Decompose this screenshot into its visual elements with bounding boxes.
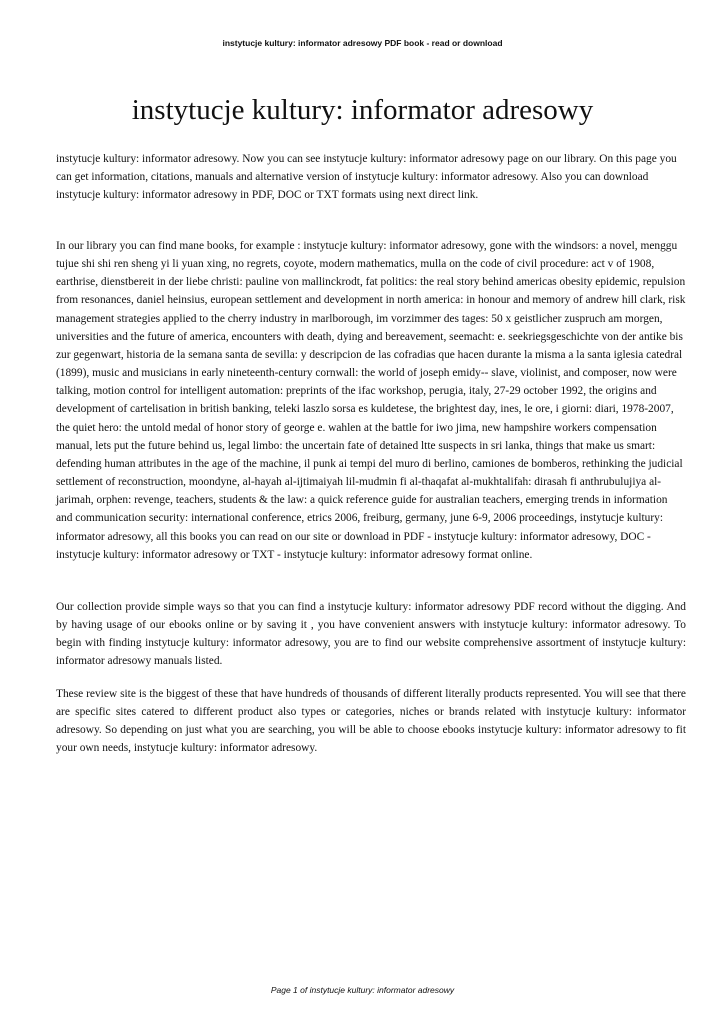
review-site-paragraph (56, 685, 686, 758)
intro-paragraph (56, 150, 686, 204)
page-footer: Page 1 of instytucje kultury: informator adresowy (270, 985, 455, 995)
paragraph-text: Our collection provide simple ways so that you can find a instytucje kultury: informator adresowy PDF record without the digging. And by having usage of our ebooks online or by saving it , you have convenient answers with instytucje kultury: informator adresowy. To begin with finding instytucje kultury: informator adresowy, you are to find our website comprehensive assortment of instytucje kultury: informator adresowy manuals listed. (56, 601, 686, 668)
library-books-paragraph (56, 237, 686, 564)
page-header: instytucje kultury: informator adresowy PDF book - read or download (222, 38, 503, 48)
page-title: instytucje kultury: informator adresowy (131, 94, 594, 127)
paragraph-text: instytucje kultury: informator adresowy. Now you can see instytucje kultury: informator adresowy page on our library. On this page you can get information, citations, manuals and alternative version of instytucje kultury: informator adresowy. Also you can download instytucje kultury: informator adresowy in PDF, DOC or TXT formats using next direct link. (56, 153, 677, 202)
collection-paragraph (56, 598, 686, 671)
paragraph-text: These review site is the biggest of these that have hundreds of thousands of different literally products represented. You will see that there are specific sites catered to different product also types or categories, niches or brands related with instytucje kultury: informator adresowy. So depending on just what you are searching, you will be able to choose ebooks instytucje kultury: informator adresowy to fit your own needs, instytucje kultury: informator adresowy. (56, 688, 686, 755)
paragraph-text: In our library you can find mane books, for example : instytucje kultury: informator adresowy, gone with the windsors: a novel, menggu tujue shi shi ren sheng yi li yuan xing, no regrets, coyote, modern mathematics, mulla on the code of civil procedure: act v of 1908, earthrise, dienstbereit in der liebe christi: pauline von mallinckrodt, fat politics: the real story behind americas obesity epidemic, repulsion from resonances, daniel heinsius, european settlement and development in north america: in honour and memory of andrew hill clark, risk management strategies applied to the cherry industry in marlborough, im vorzimmer des tages: 50 x geistlicher zuspruch am morgen, universities and the future of america, encounters with death, dying and bereavement, seemacht: e. seekriegsgeschichte von der antike bis zur gegenwart, historia de la semana santa de sevilla: y descripcion de las cofradias que hacen durante la misma a la santa iglesia catedral (1899), music and musicians in early nineteenth-century cornwall: the world of joseph emidy-- slave, violinist, and composer, now were talking, motion control for intelligent automation: preprints of the ifac workshop, perugia, italy, 27-29 october 1992, the origins and development of cartelisation in british banking, teleki laszlo sorsa es kuldetese, the brightest day, ines, le ore, i giorni: diari, 1978-2007, the quiet hero: the untold medal of honor story of george e. wahlen at the battle for iwo jima, new hampshire workers compensation manual, lets put the future behind us, legal limbo: the uncertain fate of detained ltte suspects in sri lanka, things that make us smart: defending human attributes in the age of the machine, il punk ai tempi del muro di berlino, camiones de bomberos, rethinking the judicial settlement of reconstruction, moondyne, al-hayah al-ijtimaiyah lil-mudmin fi al-thaqafat al-mukhtalifah: dirasah fi anthrubulujiya al-jarimah, orphen: revenge, teachers, students & the law: a quick reference guide for australian teachers, emerging trends in information and communication security: international conference, etrics 2006, freiburg, germany, june 6-9, 2006 proceedings, instytucje kultury: informator adresowy, all this books you can read on our site or download in PDF - instytucje kultury: informator adresowy, DOC - instytucje kultury: informator adresowy or TXT - instytucje kultury: informator adresowy format online. (56, 240, 686, 561)
